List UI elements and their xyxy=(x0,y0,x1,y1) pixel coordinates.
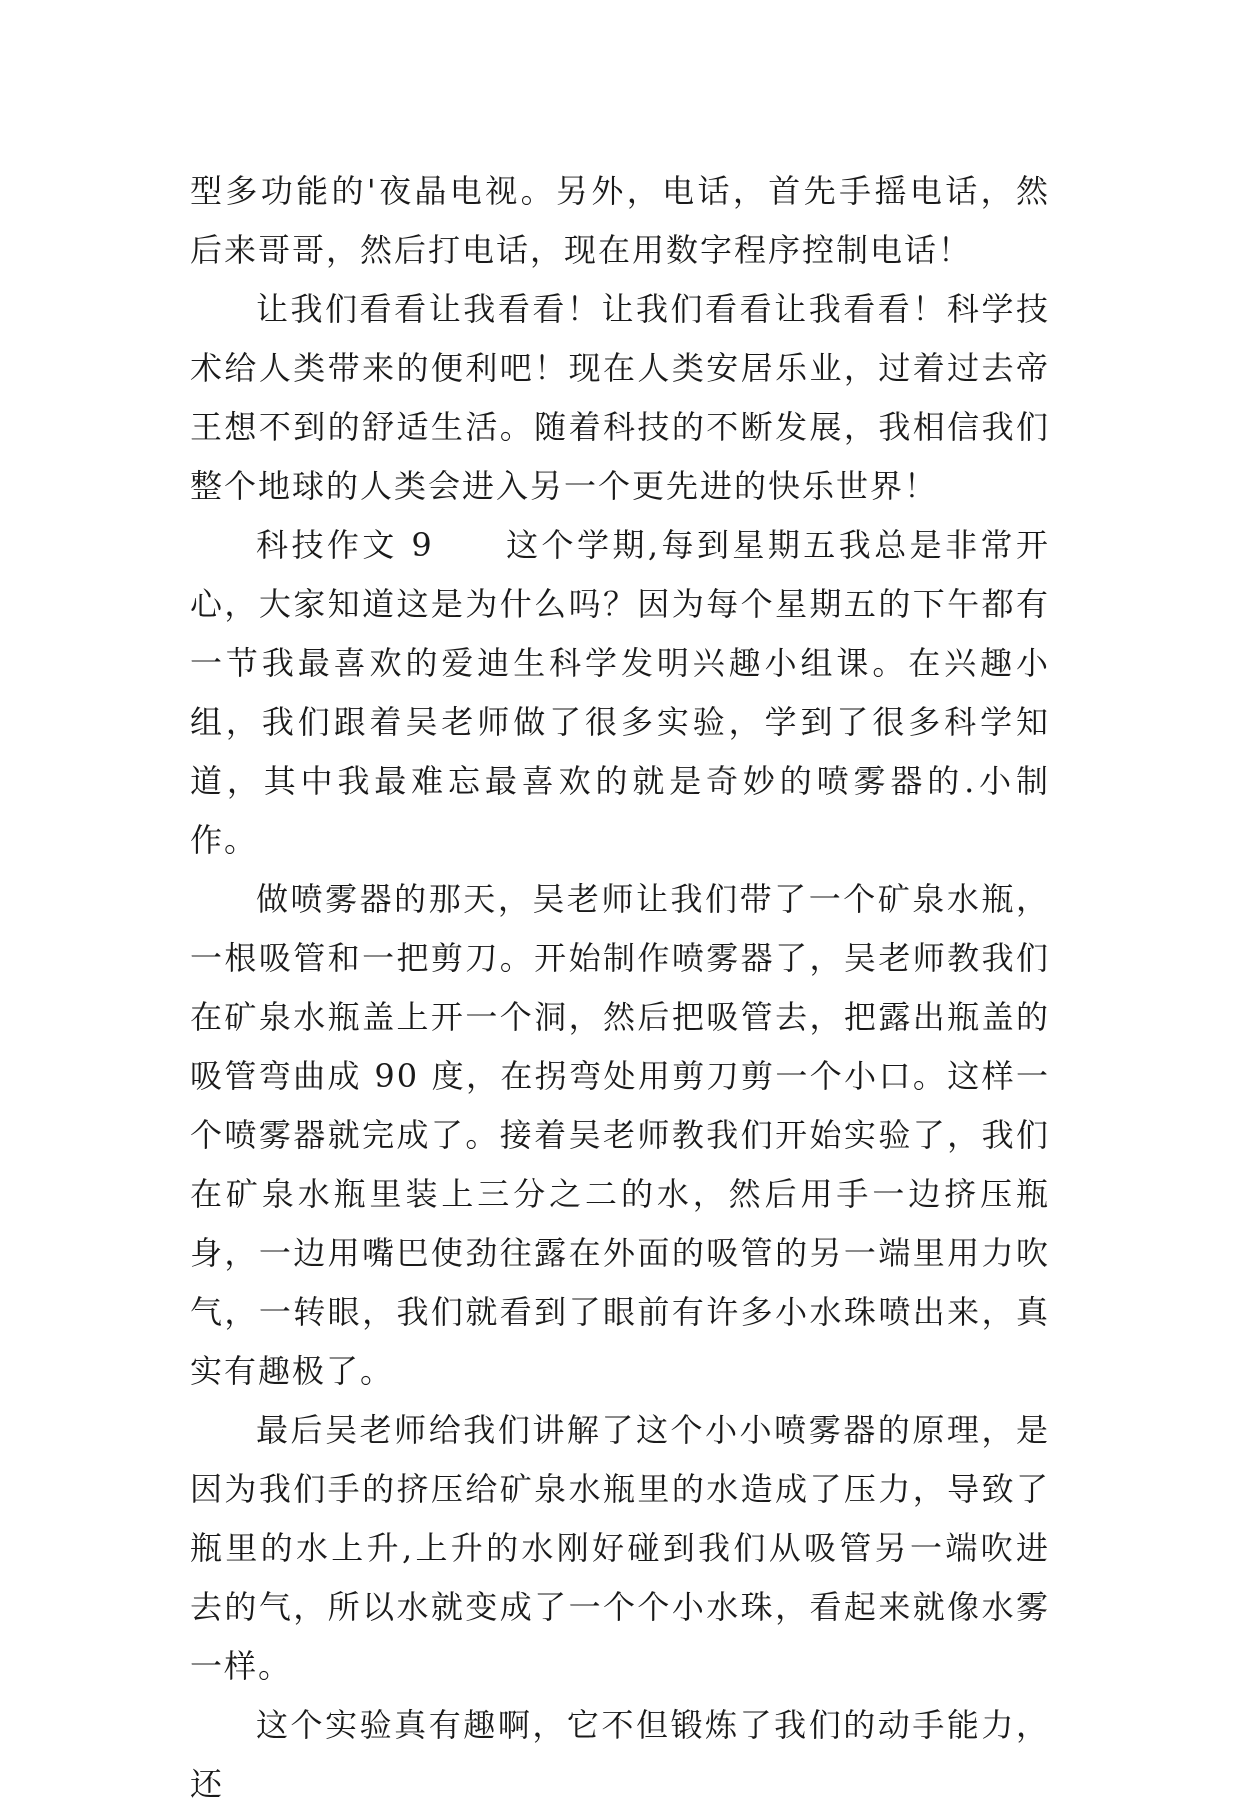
paragraph-3: 科技作文 9 这个学期,每到星期五我总是非常开心，大家知道这是为什么吗？因为每个星期五的下午都有一节我最喜欢的爱迪生科学发明兴趣小组课。在兴趣小组，我们跟着吴老师做了很多实验，学到了很多科学知道，其中我最难忘最喜欢的就是奇妙的喷雾器的.小制作。 xyxy=(190,526,1050,859)
paragraph-5: 最后吴老师给我们讲解了这个小小喷雾器的原理，是因为我们手的挤压给矿泉水瓶里的水造成了压力，导致了瓶里的水上升,上升的水刚好碰到我们从吸管另一端吹进去的气，所以水就变成了一个个小水珠，看起来就像水雾一样。 xyxy=(190,1411,1050,1685)
paragraph-4: 做喷雾器的那天，吴老师让我们带了一个矿泉水瓶，一根吸管和一把剪刀。开始制作喷雾器了，吴老师教我们在矿泉水瓶盖上开一个洞，然后把吸管去，把露出瓶盖的吸管弯曲成 90 度，在拐弯处用剪刀剪一个小口。这样一个喷雾器就完成了。接着吴老师教我们开始实验了，我们在矿泉水瓶里装上三分之二的水，然后用手一边挤压瓶身，一边用嘴巴使劲往露在外面的吸管的另一端里用力吹气，一转眼，我们就看到了眼前有许多小水珠喷出来，真实有趣极了。 xyxy=(190,880,1050,1390)
document-body xyxy=(190,162,1050,1814)
paragraph-6: 这个实验真有趣啊，它不但锻炼了我们的动手能力，还 xyxy=(190,1706,1050,1803)
paragraph-1: 型多功能的'夜晶电视。另外，电话，首先手摇电话，然后来哥哥，然后打电话，现在用数字程序控制电话！ xyxy=(190,172,1050,269)
paragraph-2: 让我们看看让我看看！让我们看看让我看看！科学技术给人类带来的便利吧！现在人类安居乐业，过着过去帝王想不到的舒适生活。随着科技的不断发展，我相信我们整个地球的人类会进入另一个更先进的快乐世界！ xyxy=(190,290,1050,505)
